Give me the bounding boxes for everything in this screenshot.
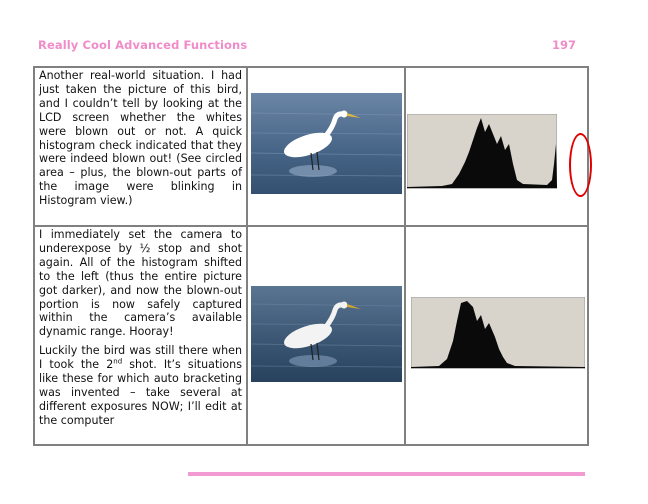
row2-superscript: nd [113,357,123,366]
table-divider [35,225,587,227]
table-divider [404,68,406,444]
egret-photo [251,93,402,194]
page-number: 197 [552,38,577,52]
histogram-graph-shifted [411,297,585,369]
histogram-graph [407,114,557,189]
row2-text [39,228,242,444]
highlight-circle [569,133,592,197]
egret-photo-underexposed [251,286,402,382]
row2-paragraph-2-part-b: shot. It’s situations like these for which auto bracketing was invented – take several at different exposures NOW; I’ll edit at the computer [39,358,242,427]
footer-bar [188,472,585,476]
row1-paragraph: Another real-world situation. I had just taken the picture of this bird, and I couldn’t tell by looking at the LCD screen whether the whites were blown out or not. A quick histogram check indicated that they were indeed blown out! (See circled area – plus, the blown-out parts of the image were blinking in Histogram view.) [39,69,242,208]
row1-text [39,69,242,208]
row2-paragraph-2-part-a: Luckily the bird was still there when I took the 2 [39,344,242,372]
page-header-title: Really Cool Advanced Functions [38,38,248,52]
row2-paragraph-2 [39,344,242,427]
comparison-table [33,66,589,446]
row2-paragraph-1: I immediately set the camera to underexpose by ½ stop and shot again. All of the histogram shifted to the left (thus the entire picture got darker), and now the blown-out portion is now safely captured within the camera’s available dynamic range. Hooray! [39,228,242,339]
table-divider [246,68,248,444]
